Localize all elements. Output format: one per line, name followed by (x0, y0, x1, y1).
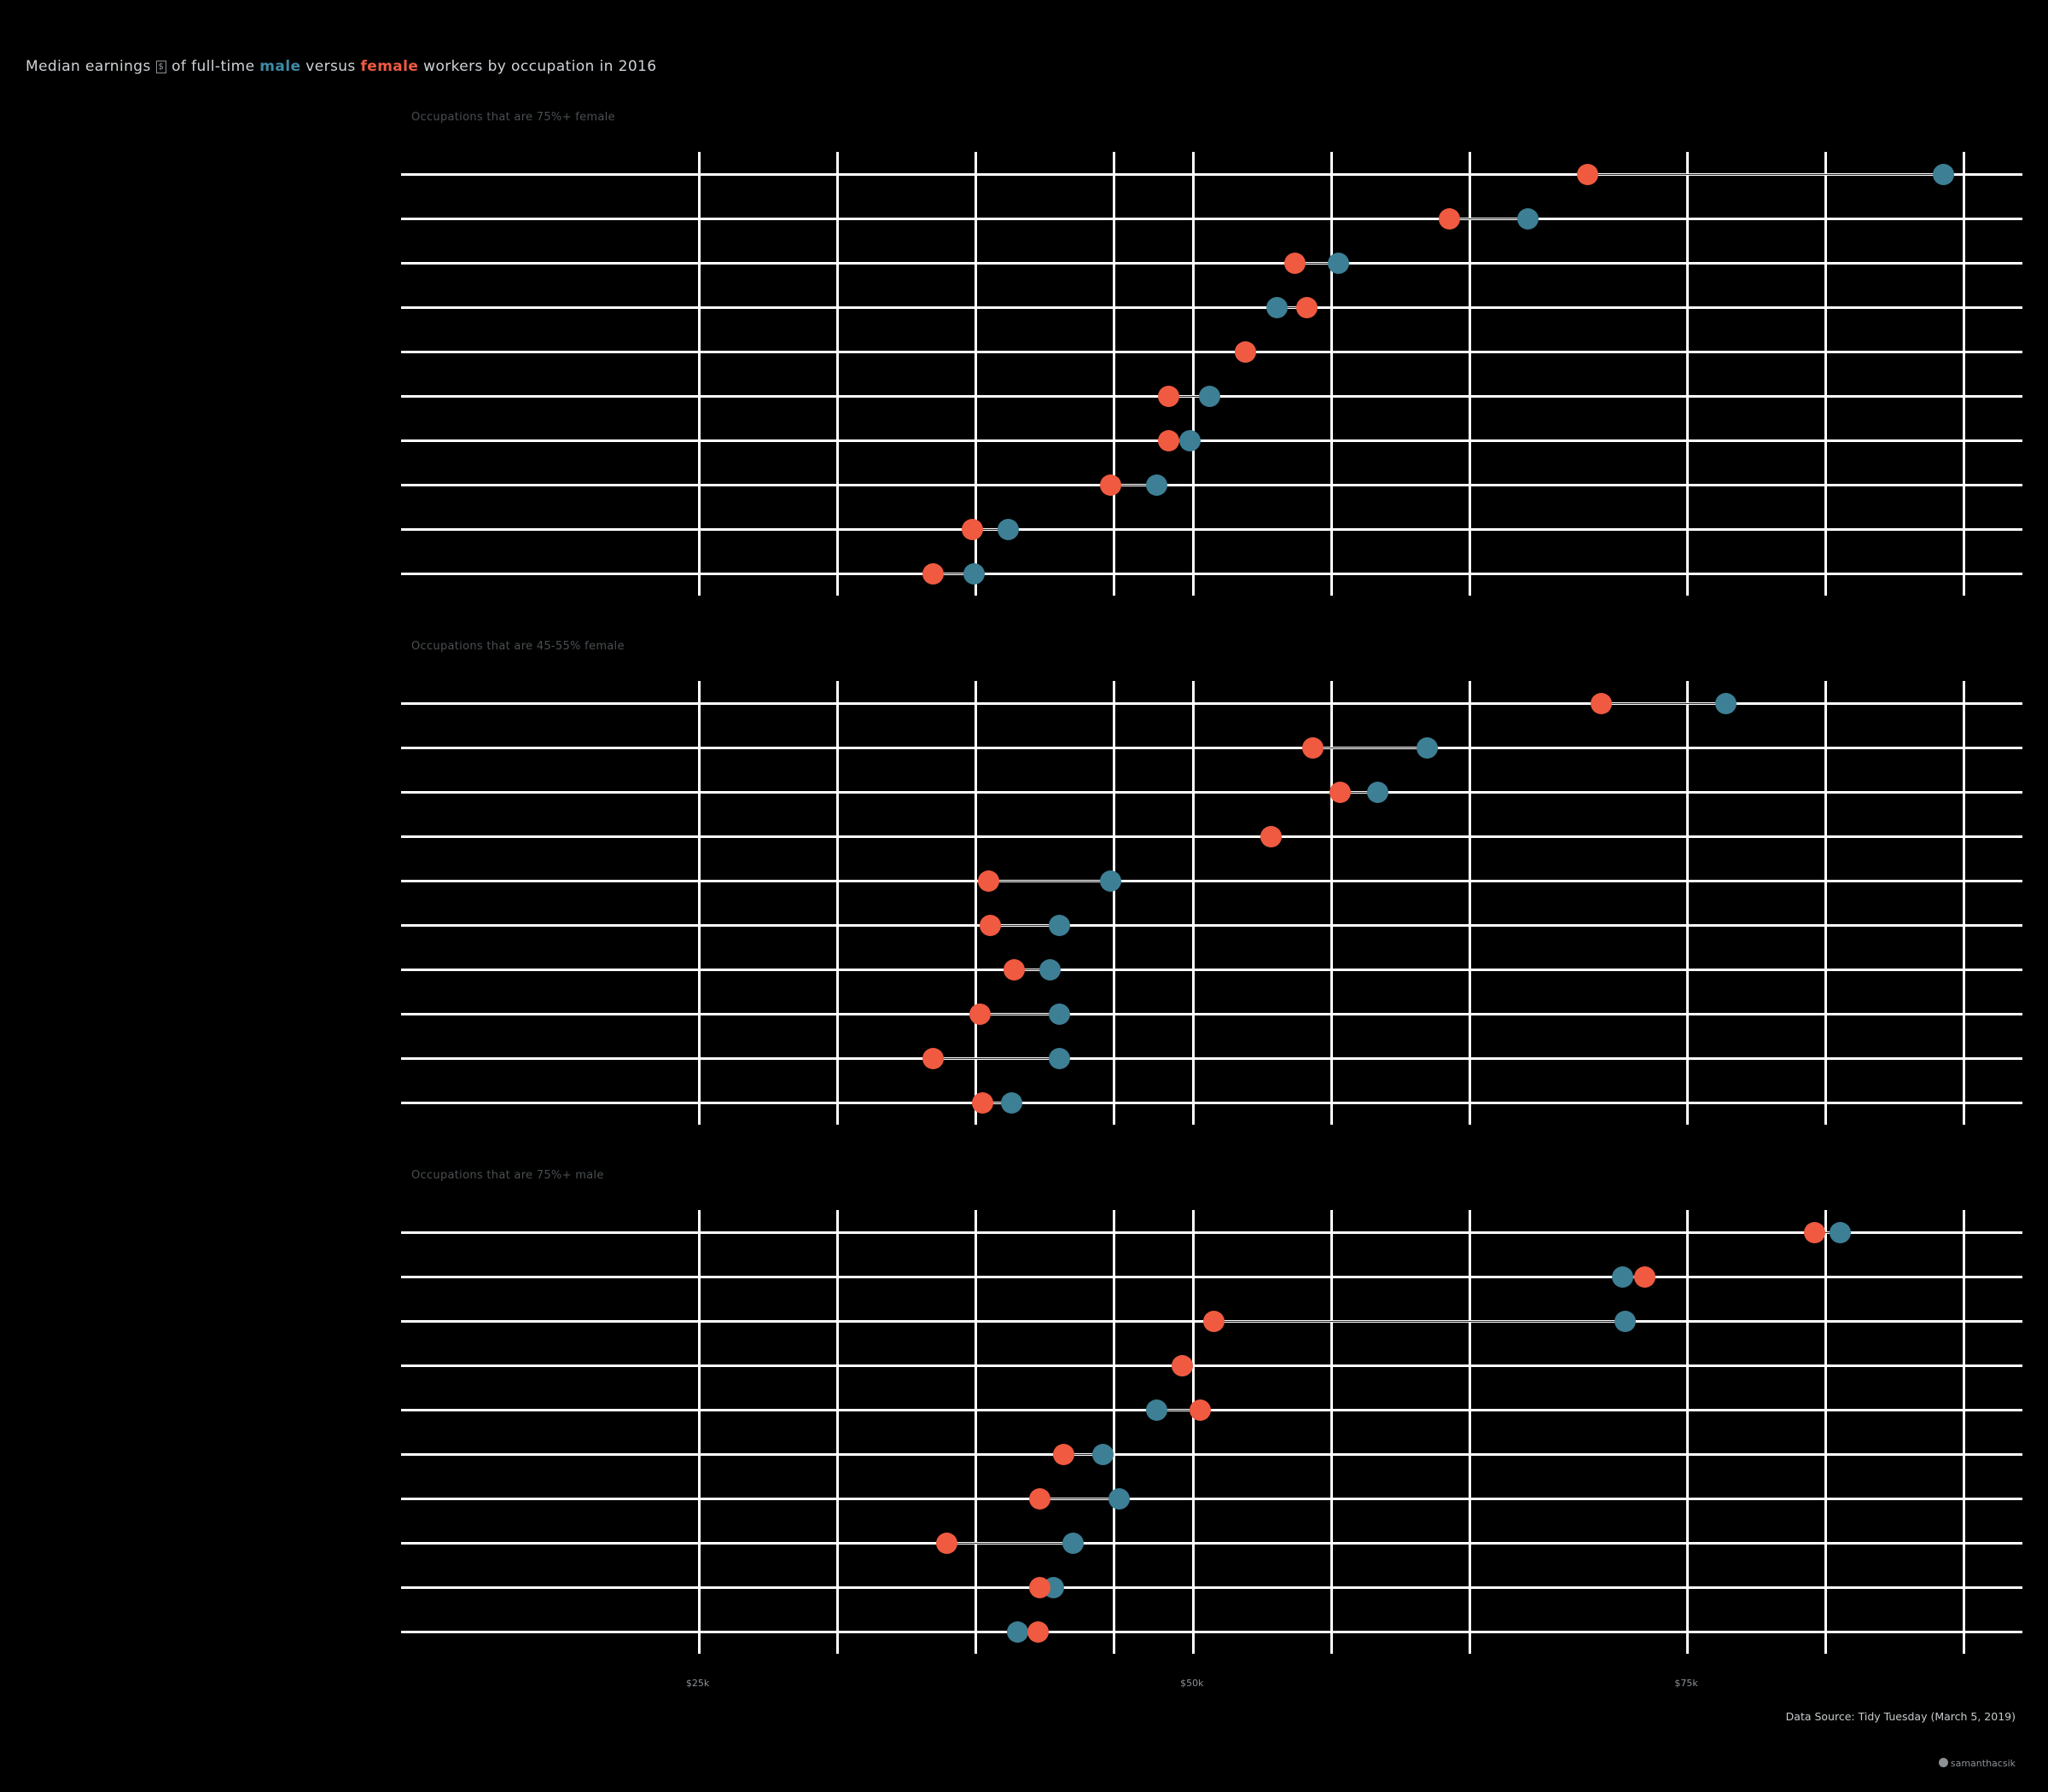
female-earnings-dot (1029, 1488, 1050, 1510)
gap-connector (1213, 1321, 1625, 1322)
author-credit (1939, 1758, 2016, 1769)
chart-row (401, 1036, 2022, 1080)
male-earnings-dot (998, 519, 1019, 540)
female-earnings-dot (1172, 1355, 1193, 1376)
data-source-note: Data Source: Tidy Tuesday (March 5, 2019) (1785, 1710, 2016, 1723)
female-earnings-dot (1260, 826, 1282, 847)
x-axis-tick-label: $75k (1674, 1678, 1698, 1689)
chart-title (26, 58, 656, 75)
female-earnings-dot (1577, 164, 1598, 185)
male-earnings-dot (1328, 253, 1349, 274)
female-earnings-dot (1634, 1266, 1655, 1288)
gap-connector (1449, 218, 1528, 219)
male-earnings-dot (1062, 1533, 1084, 1554)
male-earnings-dot (1517, 208, 1539, 230)
row-baseline (401, 528, 2022, 531)
chart-row (401, 725, 2022, 770)
row-baseline (401, 1586, 2022, 1589)
chart-row (401, 947, 2022, 992)
female-earnings-dot (1027, 1621, 1049, 1643)
chart-row (401, 152, 2022, 196)
row-baseline (401, 1364, 2022, 1367)
chart-row (401, 329, 2022, 374)
gap-connector (933, 1058, 1059, 1059)
author-handle: samanthacsik (1950, 1758, 2016, 1769)
chart-row (401, 814, 2022, 858)
chart-row (401, 507, 2022, 551)
chart-row (401, 1609, 2022, 1654)
female-earnings-dot (922, 1048, 944, 1069)
plot-area (401, 1210, 2022, 1654)
row-baseline (401, 969, 2022, 971)
row-baseline (401, 1013, 2022, 1015)
female-earnings-dot (1284, 253, 1306, 274)
chart-row (401, 1080, 2022, 1125)
gap-connector (947, 1543, 1073, 1544)
male-earnings-dot (1100, 870, 1121, 892)
female-earnings-dot (1296, 297, 1318, 318)
chart-row (401, 1388, 2022, 1432)
chart-row (401, 681, 2022, 725)
row-baseline (401, 1498, 2022, 1500)
female-earnings-dot (1100, 474, 1121, 496)
row-baseline (401, 791, 2022, 794)
chart-row (401, 1254, 2022, 1299)
male-earnings-dot (1367, 782, 1388, 803)
dollar-glyph-icon: $ (156, 61, 167, 73)
male-earnings-dot (963, 563, 985, 585)
female-earnings-dot (936, 1533, 957, 1554)
chart-row (401, 1565, 2022, 1609)
male-earnings-dot (1830, 1222, 1851, 1243)
gap-connector (980, 1014, 1060, 1015)
row-baseline (401, 1057, 2022, 1060)
chart-row (401, 1432, 2022, 1476)
male-earnings-dot (1049, 1004, 1070, 1025)
female-earnings-dot (972, 1092, 993, 1114)
row-baseline (401, 747, 2022, 749)
chart-row (401, 196, 2022, 241)
chart-row (401, 770, 2022, 814)
female-earnings-dot (1053, 1444, 1074, 1465)
row-baseline (401, 1276, 2022, 1278)
male-earnings-dot (1092, 1444, 1114, 1465)
row-baseline (401, 262, 2022, 265)
male-earnings-dot (1007, 1621, 1028, 1643)
row-baseline (401, 351, 2022, 353)
chart-row (401, 374, 2022, 418)
female-earnings-dot (1004, 959, 1025, 980)
male-earnings-dot (1933, 164, 1954, 185)
row-baseline (401, 1231, 2022, 1234)
chart-row (401, 1343, 2022, 1388)
row-baseline (401, 439, 2022, 442)
gap-connector (1601, 703, 1725, 704)
title-mid-1: of full-time (172, 58, 255, 75)
row-baseline (401, 702, 2022, 705)
row-baseline (401, 924, 2022, 927)
chart-row (401, 418, 2022, 463)
chart-row (401, 1299, 2022, 1343)
title-prefix: Median earnings (26, 58, 151, 75)
male-earnings-dot (1049, 915, 1070, 936)
row-baseline (401, 835, 2022, 838)
x-axis (401, 1678, 2022, 1695)
chart-row (401, 463, 2022, 507)
title-male-word: male (259, 58, 301, 75)
female-earnings-dot (1029, 1577, 1050, 1598)
female-earnings-dot (978, 870, 999, 892)
female-earnings-dot (1439, 208, 1460, 230)
female-earnings-dot (922, 563, 944, 585)
female-earnings-dot (1190, 1399, 1211, 1421)
row-baseline (401, 1409, 2022, 1411)
male-earnings-dot (1108, 1488, 1130, 1510)
panel-title: Occupations that are 45-55% female (411, 640, 625, 653)
gap-connector (1587, 174, 1943, 175)
male-earnings-dot (1615, 1311, 1636, 1332)
title-suffix: workers by occupation in 2016 (423, 58, 657, 75)
female-earnings-dot (1329, 782, 1351, 803)
male-earnings-dot (1417, 737, 1438, 759)
chart-row (401, 551, 2022, 596)
row-baseline (401, 306, 2022, 309)
chart-row (401, 285, 2022, 329)
row-baseline (401, 573, 2022, 575)
male-earnings-dot (1039, 959, 1061, 980)
x-axis-tick-label: $25k (685, 1678, 710, 1689)
male-earnings-dot (1001, 1092, 1022, 1114)
row-baseline (401, 1542, 2022, 1545)
plot-area (401, 152, 2022, 596)
male-earnings-dot (1199, 386, 1220, 407)
chart-row (401, 992, 2022, 1036)
chart-row (401, 241, 2022, 285)
female-earnings-dot (969, 1004, 991, 1025)
female-earnings-dot (1158, 386, 1179, 407)
row-baseline (401, 1102, 2022, 1104)
male-earnings-dot (1049, 1048, 1070, 1069)
title-female-word: female (360, 58, 419, 75)
female-earnings-dot (980, 915, 1001, 936)
female-earnings-dot (1591, 693, 1612, 714)
chart-row (401, 1476, 2022, 1521)
panel-title: Occupations that are 75%+ female (411, 111, 615, 124)
chart-row (401, 1210, 2022, 1254)
row-baseline (401, 218, 2022, 220)
male-earnings-dot (1266, 297, 1288, 318)
female-earnings-dot (1302, 737, 1324, 759)
gap-connector (1039, 1498, 1119, 1499)
panel-title: Occupations that are 75%+ male (411, 1169, 604, 1182)
row-baseline (401, 1453, 2022, 1456)
female-earnings-dot (962, 519, 983, 540)
male-earnings-dot (1146, 474, 1167, 496)
chart-row (401, 903, 2022, 947)
author-mark-icon (1939, 1758, 1948, 1767)
male-earnings-dot (1179, 430, 1201, 451)
chart-row (401, 1521, 2022, 1565)
female-earnings-dot (1804, 1222, 1825, 1243)
female-earnings-dot (1235, 341, 1256, 363)
row-baseline (401, 1631, 2022, 1633)
title-mid-2: versus (305, 58, 356, 75)
plot-area (401, 681, 2022, 1125)
male-earnings-dot (1612, 1266, 1633, 1288)
male-earnings-dot (1715, 693, 1737, 714)
male-earnings-dot (1146, 1399, 1167, 1421)
chart-row (401, 858, 2022, 903)
row-baseline (401, 880, 2022, 882)
female-earnings-dot (1203, 1311, 1225, 1332)
row-baseline (401, 484, 2022, 486)
x-axis-tick-label: $50k (1180, 1678, 1204, 1689)
female-earnings-dot (1158, 430, 1179, 451)
